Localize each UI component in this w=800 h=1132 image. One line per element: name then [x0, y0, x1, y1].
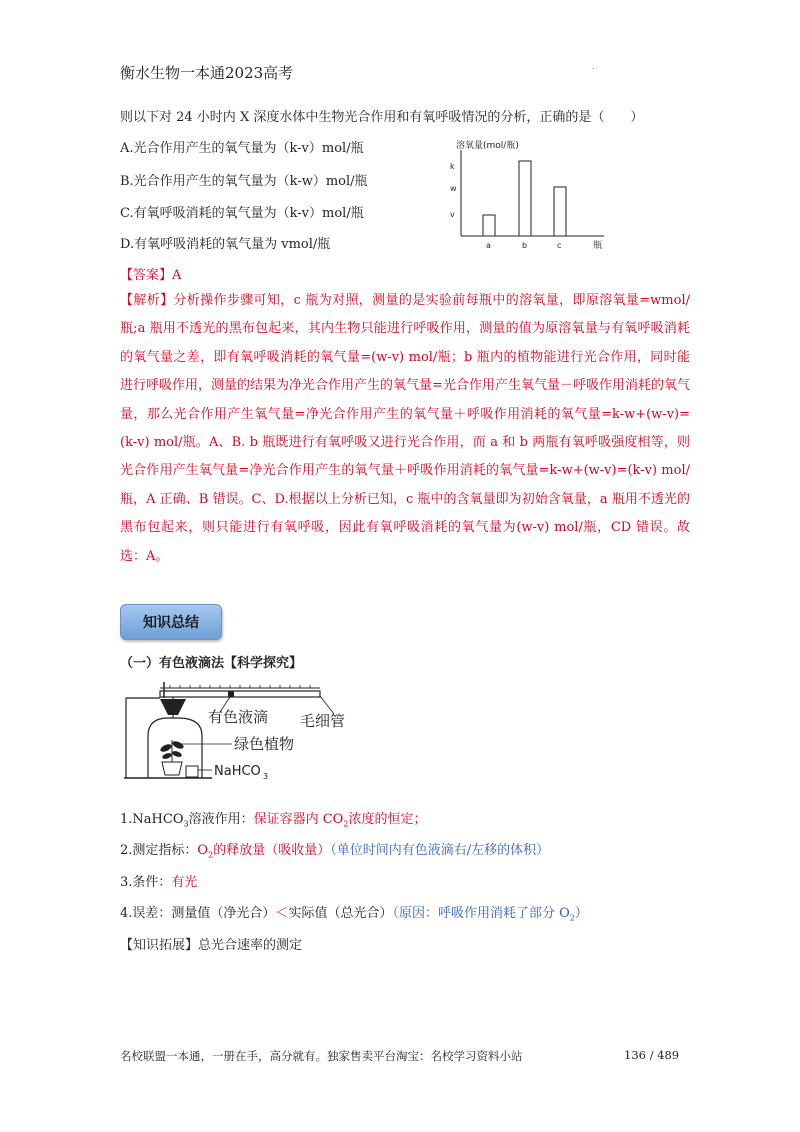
chart-xlabel: 瓶: [593, 241, 603, 251]
item-4-number: 4.: [120, 906, 133, 921]
plant-pot: [162, 762, 182, 775]
item-1-number: 1.: [120, 812, 133, 827]
item-4-symbol: ＜: [275, 906, 289, 921]
oxygen-bar-chart: [436, 136, 616, 256]
item-2-label: 测定指标：: [132, 843, 198, 858]
header-dot: .: [592, 62, 595, 71]
item-2-number: 2.: [120, 843, 133, 858]
answer-label: 【答案】: [120, 268, 173, 283]
x-tick-b: b: [522, 241, 528, 250]
item-3: [120, 871, 197, 890]
footer-text: 名校联盟一本通，一册在手，高分就有。独家售卖平台淘宝：名校学习资料小站: [120, 1049, 523, 1063]
item-3-label: 条件：: [132, 875, 172, 890]
y-tick-v: v: [450, 210, 455, 219]
header-title: 衡水生物一本通2023高考: [120, 64, 294, 82]
x-tick-a: a: [486, 241, 491, 250]
item-4-note-b: ）: [574, 906, 588, 921]
bar-a: [483, 215, 495, 236]
leaf-icon: [171, 750, 182, 758]
analysis-label: 【解析】: [120, 293, 174, 308]
item-4-note: （原因：呼吸作用消耗了部分 O: [392, 906, 570, 921]
knowledge-extension: 【知识拓展】总光合速率的测定: [120, 938, 303, 953]
section-title: （一）有色液滴法【科学探究】: [120, 656, 303, 671]
knowledge-summary-badge: 知识总结: [120, 604, 222, 640]
item-2-note: （单位时间内有色液滴右/左移的体积）: [330, 843, 550, 858]
label-solution-sub: 3: [263, 772, 269, 781]
item-4: [120, 902, 588, 923]
label-capillary: 毛细管: [300, 712, 346, 730]
item-1-label: NaHCO: [132, 812, 184, 827]
bar-c: [554, 187, 566, 236]
label-solution: NaHCO: [214, 764, 261, 779]
label-plant: 绿色植物: [234, 735, 295, 753]
apparatus-diagram: [120, 678, 390, 788]
chart-ylabel: 溶氧量(mol/瓶): [456, 141, 519, 151]
x-tick-c: c: [557, 241, 562, 250]
analysis-paragraph: [120, 287, 690, 571]
page-number: 136 / 489: [624, 1048, 680, 1062]
item-2-value: O: [197, 843, 209, 858]
analysis-text: 分析操作步骤可知，c 瓶为对照，测量的是实验前每瓶中的溶氧量，即原溶氧量=wmol/瓶;a 瓶用不透光的黑布包起来，其内生物只能进行呼吸作用，测量的值为原溶氧量与有氧呼吸消耗的氧气量之差，即有氧呼吸消耗的氧气量=(w-v) mol/瓶；b 瓶内的植物能进行光合作用，同时能进行呼吸作用，测量的结果为净光合作用产生的氧气量=光合作用产生氧气量－呼吸作用消耗的氧气量，那么光合作用产生氧气量=净光合作用产生的氧气量＋呼吸作用消耗的氧气量=k-w+(w-v)=(k-v) mol/瓶。A、B. b 瓶既进行有氧呼吸又进行光合作用，而 a 和 b 两瓶有氧呼吸强度相等，则光合作用产生氧气量=净光合作用产生的氧气量＋呼吸作用消耗的氧气量=k-w+(w-v)=(k-v) mol/瓶，A 正确、B 错误。C、D.根据以上分析已知，c 瓶中的含氧量即为初始含氧量，a 瓶用不透光的黑布包起来，则只能进行有氧呼吸，因此有氧呼吸消耗的氧气量为(w-v) mol/瓶，CD 错误。故选：A。: [120, 293, 690, 564]
item-2-value-sub: 2: [208, 850, 214, 860]
item-2-value-b: 的释放量（吸收量）: [213, 843, 331, 858]
leaf-icon: [161, 752, 172, 760]
answer-value: A: [172, 268, 182, 283]
capillary-tube: [160, 691, 320, 697]
nahco3-beaker: [186, 766, 198, 777]
option-c: C.有氧呼吸消耗的氧气量为（k-v）mol/瓶: [120, 206, 364, 221]
item-1: [120, 808, 426, 829]
leaf-icon: [159, 743, 172, 754]
option-a: A.光合作用产生的氧气量为（k-v）mol/瓶: [120, 141, 364, 156]
item-1-value-b: 浓度的恒定；: [348, 812, 427, 827]
item-1-value: 保证容器内 CO: [253, 812, 344, 827]
colored-droplet: [228, 691, 234, 697]
item-4-label-b: 实际值（总光合）: [288, 906, 393, 921]
item-3-number: 3.: [120, 875, 133, 890]
item-3-value: 有光: [171, 875, 198, 890]
item-1-label-b: 溶液作用：: [188, 812, 254, 827]
option-b: B.光合作用产生的氧气量为（k-w）mol/瓶: [120, 174, 368, 189]
item-2: [120, 839, 549, 860]
bar-b: [519, 161, 531, 236]
y-tick-k: k: [450, 162, 455, 171]
item-4-label: 误差：测量值（净光合）: [132, 906, 276, 921]
option-d: D.有氧呼吸消耗的氧气量为 vmol/瓶: [120, 237, 331, 252]
y-tick-w: w: [450, 184, 457, 193]
leaf-icon: [171, 740, 184, 751]
item-4-note-sub: 2: [569, 913, 575, 923]
item-1-label-sub: 3: [183, 819, 189, 829]
answer-line: [120, 264, 181, 283]
label-droplet: 有色液滴: [208, 708, 269, 726]
item-1-value-sub: 2: [343, 819, 349, 829]
question-stem: 则以下对 24 小时内 X 深度水体中生物光合作用和有氧呼吸情况的分析，正确的是（ ）: [120, 110, 644, 125]
